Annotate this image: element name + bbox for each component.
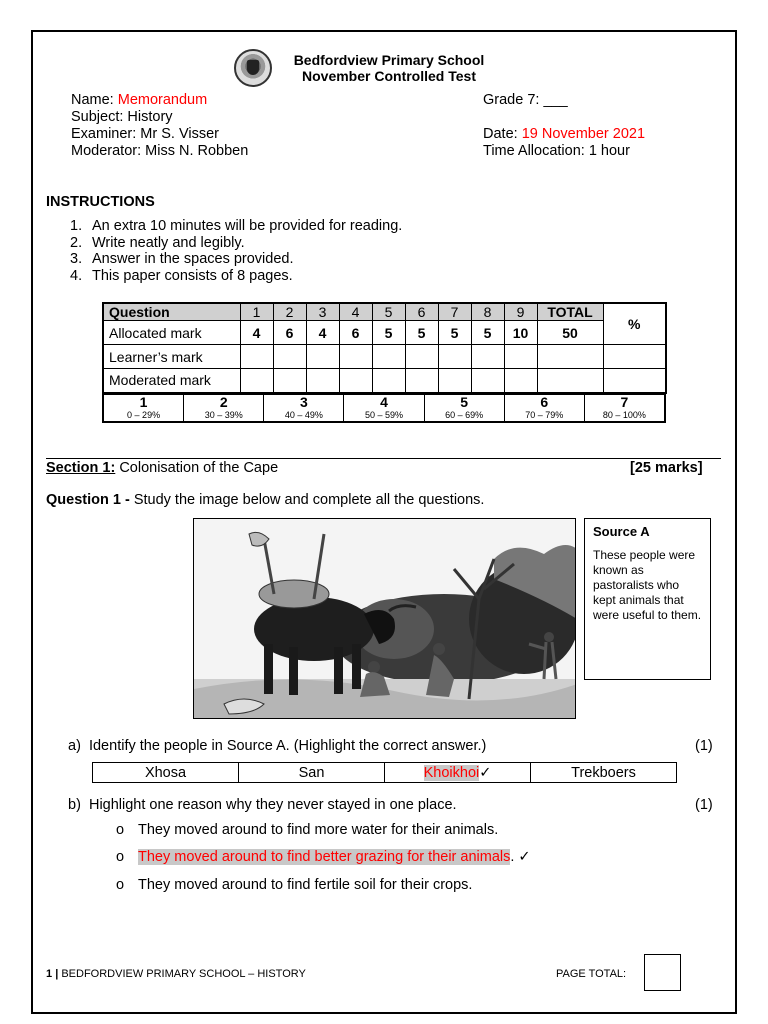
question-a-text: Identify the people in Source A. (Highlight the correct answer.) bbox=[88, 738, 487, 754]
instruction-item: 1. An extra 10 minutes will be provided for reading. bbox=[70, 218, 403, 234]
bullet-icon: o bbox=[116, 849, 125, 865]
school-heading bbox=[278, 52, 500, 84]
option-item bbox=[116, 877, 472, 893]
school-name: Bedfordview Primary School bbox=[293, 52, 485, 68]
question-b bbox=[68, 797, 713, 813]
section-title: Colonisation of the Cape bbox=[119, 460, 279, 476]
allocated-total: 50 bbox=[537, 321, 603, 345]
question-header: Question bbox=[103, 303, 240, 321]
option-text[interactable]: They moved around to find more water for their animals. bbox=[138, 822, 499, 838]
instruction-item: 3. Answer in the spaces provided. bbox=[70, 251, 294, 267]
level-cell: 7 80 – 100% bbox=[602, 394, 646, 420]
level-cell: 1 0 – 29% bbox=[104, 395, 184, 421]
option-item bbox=[116, 849, 531, 865]
name-line: Name: Memorandum bbox=[71, 92, 208, 108]
question1-label: Question 1 - bbox=[46, 492, 130, 508]
allocated-mark: 5 bbox=[405, 321, 438, 345]
bullet-icon: o bbox=[116, 877, 125, 893]
allocated-mark: 10 bbox=[504, 321, 537, 345]
date-line: Date: 19 November 2021 bbox=[483, 126, 646, 142]
question-number: 1 bbox=[240, 303, 273, 321]
allocated-mark: 4 bbox=[306, 321, 339, 345]
question-number: 4 bbox=[339, 303, 372, 321]
instructions-title: INSTRUCTIONS bbox=[46, 194, 155, 210]
moderated-row bbox=[103, 369, 666, 393]
answer-choices bbox=[92, 762, 677, 783]
marks-header-row bbox=[103, 303, 666, 321]
section-marks: [25 marks] bbox=[630, 460, 703, 476]
choice-xhosa[interactable]: Xhosa bbox=[93, 763, 239, 783]
question1-text: Study the image below and complete all the questions. bbox=[133, 492, 485, 508]
instruction-item: 2. Write neatly and legibly. bbox=[70, 234, 245, 251]
grade-line: Grade 7: ___ bbox=[483, 92, 568, 108]
choice-trekboers[interactable]: Trekboers bbox=[531, 763, 677, 783]
question-b-letter: b) bbox=[68, 797, 81, 813]
level-cell: 2 30 – 39% bbox=[184, 395, 264, 421]
source-a-image bbox=[193, 518, 576, 719]
test-name: November Controlled Test bbox=[302, 68, 476, 84]
subject-line: Subject: History bbox=[71, 109, 173, 125]
allocated-mark: 5 bbox=[438, 321, 471, 345]
section-label: Section 1: bbox=[46, 460, 116, 476]
level-cell: 4 50 – 59% bbox=[344, 395, 424, 421]
allocated-label: Allocated mark bbox=[103, 321, 240, 345]
footer-text: BEDFORDVIEW PRIMARY SCHOOL – HISTORY bbox=[61, 968, 306, 980]
option-text-correct[interactable]: They moved around to find better grazing for their animals bbox=[138, 849, 511, 865]
section-heading bbox=[46, 460, 278, 476]
question-a-letter: a) bbox=[68, 738, 81, 754]
level-cell: 3 40 – 49% bbox=[264, 395, 344, 421]
learner-row bbox=[103, 345, 666, 369]
footer: 1 | BEDFORDVIEW PRIMARY SCHOOL – HISTORY bbox=[46, 968, 306, 980]
choice-khoikhoi[interactable] bbox=[385, 763, 531, 783]
question1-heading bbox=[46, 492, 484, 508]
choice-khoikhoi-label: Khoikhoi bbox=[423, 764, 480, 781]
check-mark-icon: ✓ bbox=[479, 764, 492, 781]
level-cell: 5 60 – 69% bbox=[425, 395, 505, 421]
page-total-box[interactable] bbox=[644, 954, 681, 991]
time-line: Time Allocation: 1 hour bbox=[483, 143, 630, 159]
allocated-mark: 4 bbox=[240, 321, 273, 345]
question-number: 8 bbox=[471, 303, 504, 321]
question-number: 5 bbox=[372, 303, 405, 321]
source-a-text: These people were known as pastoralists who kept animals that were useful to them. bbox=[593, 548, 702, 622]
total-header: TOTAL bbox=[537, 303, 603, 321]
section-divider bbox=[46, 458, 721, 459]
meta-left bbox=[71, 92, 248, 160]
examiner-line: Examiner: Mr S. Visser bbox=[71, 126, 219, 142]
marks-table bbox=[102, 302, 667, 394]
level-cell: 6 70 – 79% bbox=[505, 395, 585, 421]
question-number: 2 bbox=[273, 303, 306, 321]
question-number: 7 bbox=[438, 303, 471, 321]
question-number: 9 bbox=[504, 303, 537, 321]
name-value: Memorandum bbox=[117, 92, 208, 108]
question-number: 6 bbox=[405, 303, 438, 321]
question-a-marks: (1) bbox=[695, 738, 713, 754]
allocated-mark: 6 bbox=[339, 321, 372, 345]
question-b-text: Highlight one reason why they never stayed in one place. bbox=[88, 797, 457, 813]
learner-label: Learner’s mark bbox=[103, 345, 240, 369]
question-a bbox=[68, 738, 713, 754]
instructions-list bbox=[70, 218, 402, 284]
allocated-mark: 5 bbox=[372, 321, 405, 345]
moderated-label: Moderated mark bbox=[103, 369, 240, 393]
question-number: 3 bbox=[306, 303, 339, 321]
page-number: 1 bbox=[46, 968, 53, 980]
level-scale bbox=[102, 394, 666, 423]
source-a-title: Source A bbox=[593, 524, 650, 539]
instruction-item: 4. This paper consists of 8 pages. bbox=[70, 267, 293, 284]
choice-san[interactable]: San bbox=[239, 763, 385, 783]
source-a-box bbox=[584, 518, 711, 680]
option-text[interactable]: They moved around to find fertile soil for their crops. bbox=[138, 877, 473, 893]
school-crest-icon bbox=[234, 49, 272, 87]
allocated-mark: 6 bbox=[273, 321, 306, 345]
allocated-mark: 5 bbox=[471, 321, 504, 345]
check-mark-icon: . ✓ bbox=[510, 849, 531, 865]
meta-right bbox=[483, 92, 645, 160]
percent-header: % bbox=[603, 303, 666, 345]
page-total-label: PAGE TOTAL: bbox=[556, 968, 627, 980]
bullet-icon: o bbox=[116, 822, 125, 838]
moderator-line: Moderator: Miss N. Robben bbox=[71, 143, 249, 159]
date-value: 19 November 2021 bbox=[521, 126, 646, 142]
question-b-marks: (1) bbox=[695, 797, 713, 813]
option-item bbox=[116, 822, 498, 838]
allocated-row bbox=[103, 321, 666, 345]
